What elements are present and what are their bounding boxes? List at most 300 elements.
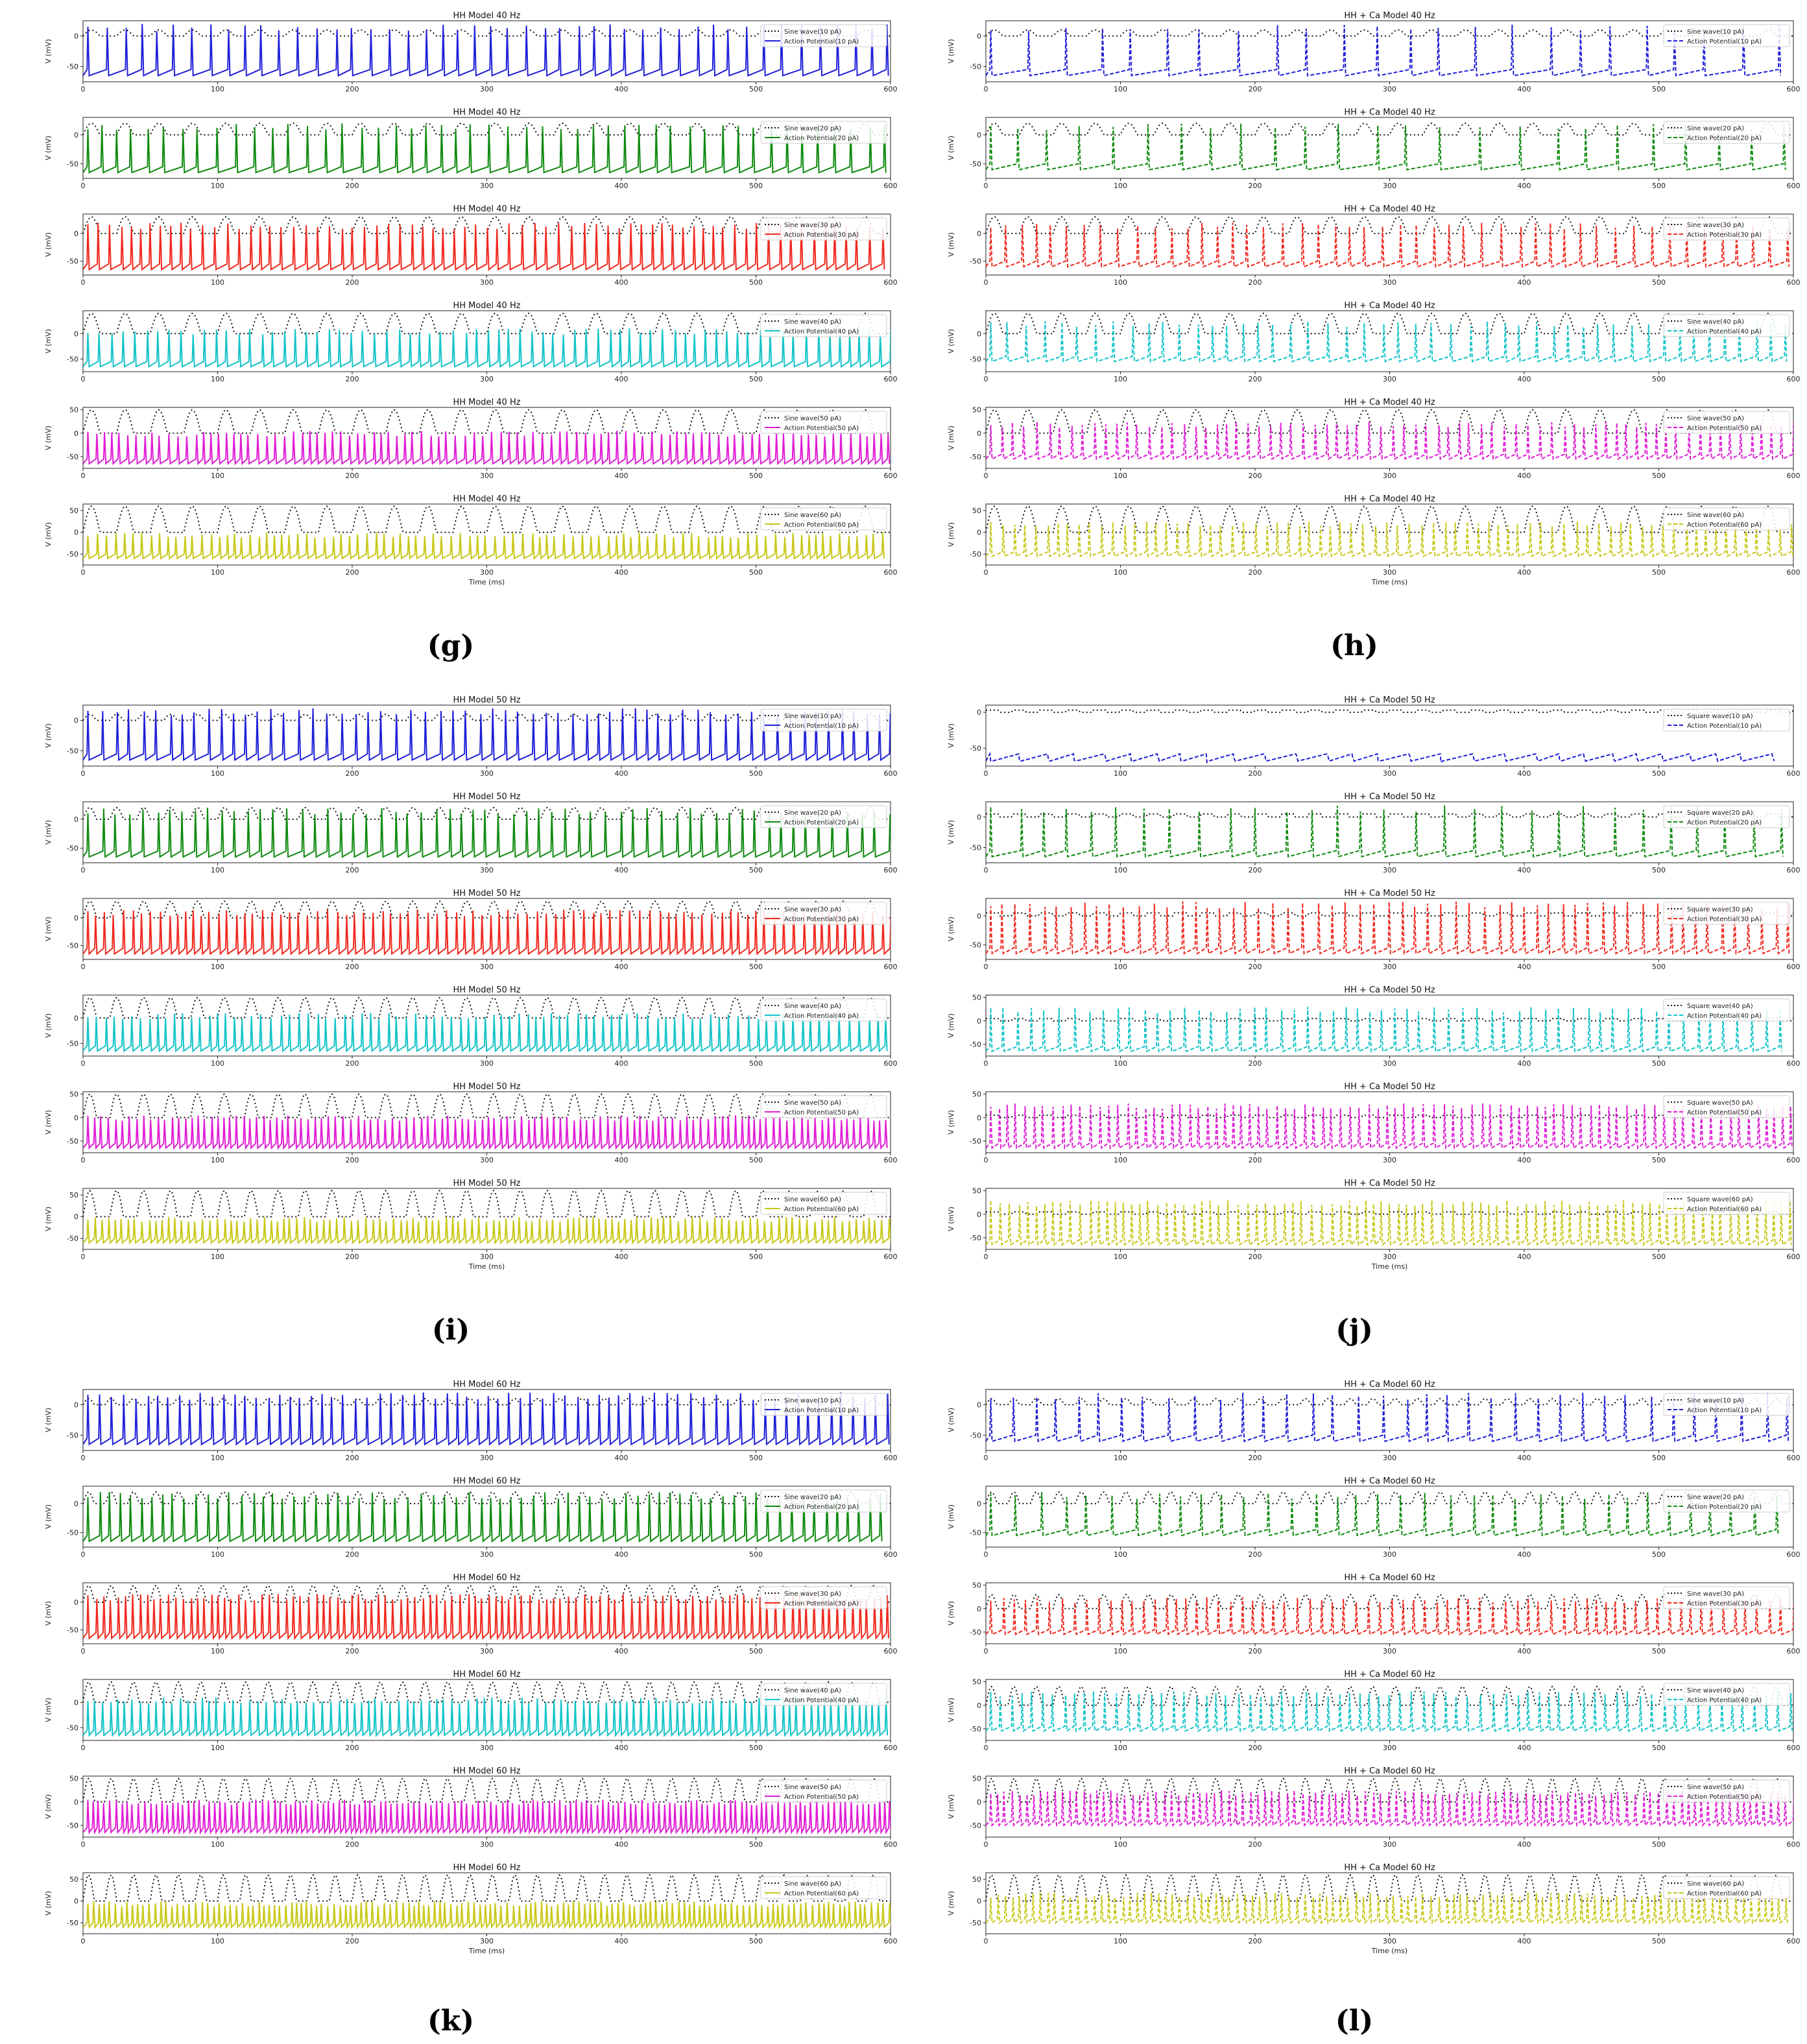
x-tick-label: 200 [345, 85, 359, 93]
y-tick-label: -50 [970, 1628, 981, 1637]
x-tick-label: 200 [1248, 568, 1262, 577]
x-tick-label: 400 [1517, 1253, 1531, 1261]
y-tick-label: 0 [977, 1798, 981, 1807]
legend-label-stimulus: Sine wave(50 pA) [784, 415, 842, 422]
subplot [947, 985, 1801, 1068]
x-tick-label: 0 [80, 1156, 86, 1164]
x-tick-label: 500 [1652, 85, 1666, 93]
x-tick-label: 0 [80, 1840, 86, 1849]
y-axis-label: V (mV) [44, 39, 53, 64]
x-tick-label: 200 [1248, 182, 1262, 190]
y-axis-label: V (mV) [44, 1794, 53, 1819]
panel-letter-g: (g) [427, 629, 475, 662]
x-tick-label: 400 [614, 278, 628, 287]
y-tick-label: 0 [74, 229, 78, 238]
y-tick-label: 50 [972, 993, 981, 1002]
y-tick-label: 0 [977, 330, 981, 339]
x-tick-label: 500 [749, 1454, 763, 1462]
x-tick-label: 200 [345, 1550, 359, 1559]
y-tick-label: 0 [977, 1499, 981, 1508]
x-axis-label: Time (ms) [1371, 1947, 1408, 1955]
y-tick-label: 0 [74, 1798, 78, 1807]
y-tick-label: 50 [69, 1875, 78, 1884]
x-tick-label: 200 [1248, 1059, 1262, 1068]
subplot-title: HH + Ca Model 40 Hz [1344, 204, 1435, 214]
x-tick-label: 500 [749, 182, 763, 190]
x-tick-label: 0 [983, 1744, 988, 1752]
chart-panel-h [947, 11, 1801, 586]
x-tick-label: 400 [1517, 1454, 1531, 1462]
y-tick-label: 0 [977, 1897, 981, 1906]
x-tick-label: 600 [883, 769, 898, 778]
x-tick-label: 300 [1383, 568, 1396, 577]
x-tick-label: 100 [211, 182, 224, 190]
y-tick-label: -50 [67, 1234, 78, 1244]
x-tick-label: 200 [1248, 1647, 1262, 1655]
x-tick-label: 0 [983, 278, 988, 287]
subplot [44, 204, 898, 287]
x-tick-label: 100 [1114, 1454, 1127, 1462]
x-tick-label: 100 [1114, 1550, 1127, 1559]
subplot-title: HH Model 50 Hz [453, 792, 521, 802]
y-tick-label: 0 [74, 1499, 78, 1508]
x-tick-label: 300 [1383, 1744, 1396, 1752]
y-tick-label: 0 [977, 813, 981, 822]
y-tick-label: -50 [67, 62, 78, 71]
legend-label-action-potential: Action Potential(20 pA) [784, 1504, 859, 1511]
x-tick-label: 500 [1652, 568, 1666, 577]
x-tick-label: 100 [211, 963, 224, 971]
subplot-title: HH + Ca Model 40 Hz [1344, 301, 1435, 311]
y-tick-label: 0 [977, 429, 981, 438]
y-axis-label: V (mV) [947, 1408, 955, 1432]
legend-label-action-potential: Action Potential(60 pA) [1687, 1890, 1762, 1897]
x-tick-label: 500 [749, 1937, 763, 1945]
x-tick-label: 400 [614, 1253, 628, 1261]
x-tick-label: 0 [983, 963, 988, 971]
y-axis-label: V (mV) [947, 329, 955, 354]
x-tick-label: 0 [80, 472, 86, 480]
x-tick-label: 100 [211, 1253, 224, 1261]
x-tick-label: 100 [211, 278, 224, 287]
x-tick-label: 600 [1786, 1937, 1801, 1945]
subplot-title: HH + Ca Model 40 Hz [1344, 108, 1435, 117]
action-potential-line [986, 1492, 1778, 1535]
x-tick-label: 200 [1248, 1550, 1262, 1559]
subplot-title: HH + Ca Model 60 Hz [1344, 1670, 1435, 1679]
x-tick-label: 600 [1786, 1647, 1801, 1655]
y-axis-label: V (mV) [44, 1504, 53, 1529]
y-axis-label: V (mV) [947, 232, 955, 257]
x-tick-label: 300 [480, 1840, 494, 1849]
x-tick-label: 100 [1114, 769, 1127, 778]
x-tick-label: 500 [749, 85, 763, 93]
x-tick-label: 400 [1517, 1937, 1531, 1945]
x-tick-label: 0 [983, 1647, 988, 1655]
subplot [44, 985, 898, 1068]
x-tick-label: 0 [80, 375, 86, 383]
y-tick-label: -50 [67, 844, 78, 853]
x-tick-label: 0 [983, 1937, 988, 1945]
x-tick-label: 600 [1786, 963, 1801, 971]
panel-letter-j: (j) [1335, 1314, 1373, 1347]
action-potential-line [83, 431, 889, 464]
y-tick-label: 50 [972, 1875, 981, 1884]
x-tick-label: 0 [983, 472, 988, 480]
x-tick-label: 600 [1786, 1744, 1801, 1752]
x-tick-label: 0 [80, 1059, 86, 1068]
x-tick-label: 100 [1114, 472, 1127, 480]
x-tick-label: 0 [983, 769, 988, 778]
legend-label-stimulus: Sine wave(60 pA) [1687, 1881, 1745, 1888]
x-tick-label: 400 [614, 1840, 628, 1849]
x-tick-label: 100 [211, 1840, 224, 1849]
y-axis-label: V (mV) [44, 917, 53, 941]
panel-letter-l: (l) [1335, 2004, 1374, 2038]
x-tick-label: 200 [1248, 85, 1262, 93]
x-tick-label: 500 [1652, 1744, 1666, 1752]
subplot-title: HH + Ca Model 50 Hz [1344, 889, 1435, 898]
y-tick-label: -50 [970, 1919, 981, 1928]
x-tick-label: 0 [983, 1454, 988, 1462]
subplot [947, 108, 1801, 190]
x-tick-label: 100 [211, 85, 224, 93]
x-tick-label: 100 [211, 1550, 224, 1559]
x-tick-label: 100 [1114, 1937, 1127, 1945]
x-axis-label: Time (ms) [468, 578, 505, 586]
x-tick-label: 400 [1517, 278, 1531, 287]
subplot [44, 792, 898, 874]
x-tick-label: 300 [480, 375, 494, 383]
legend-label-action-potential: Action Potential(10 pA) [1687, 723, 1762, 730]
legend-label-stimulus: Sine wave(20 pA) [784, 810, 842, 817]
x-tick-label: 600 [1786, 182, 1801, 190]
subplot [947, 1670, 1801, 1752]
x-tick-label: 200 [345, 182, 359, 190]
legend-label-action-potential: Action Potential(60 pA) [1687, 522, 1762, 529]
legend-label-action-potential: Action Potential(40 pA) [1687, 328, 1762, 335]
x-tick-label: 500 [749, 1156, 763, 1164]
chart-panel-l [947, 1380, 1801, 1955]
y-tick-label: 0 [74, 913, 78, 922]
x-tick-label: 0 [983, 182, 988, 190]
action-potential-line [83, 533, 884, 559]
x-tick-label: 100 [211, 1156, 224, 1164]
x-tick-label: 600 [883, 963, 898, 971]
subplot-title: HH + Ca Model 60 Hz [1344, 1476, 1435, 1486]
x-tick-label: 600 [1786, 278, 1801, 287]
y-tick-label: -50 [67, 1821, 78, 1830]
legend-label-stimulus: Sine wave(40 pA) [784, 1687, 842, 1694]
x-axis-label: Time (ms) [1371, 578, 1408, 586]
x-tick-label: 100 [1114, 182, 1127, 190]
legend-label-stimulus: Sine wave(20 pA) [784, 1494, 842, 1501]
legend-label-action-potential: Action Potential(10 pA) [784, 1407, 859, 1414]
y-axis-label: V (mV) [947, 917, 955, 941]
x-tick-label: 100 [211, 1647, 224, 1655]
x-tick-label: 300 [1383, 182, 1396, 190]
action-potential-line [986, 1007, 1782, 1052]
y-axis-label: V (mV) [947, 723, 955, 748]
subplot [947, 889, 1801, 971]
y-tick-label: 0 [977, 911, 981, 920]
y-tick-label: 0 [977, 1016, 981, 1026]
y-tick-label: 0 [74, 1598, 78, 1607]
y-axis-label: V (mV) [44, 1891, 53, 1916]
x-tick-label: 0 [80, 1550, 86, 1559]
x-axis-label: Time (ms) [468, 1262, 505, 1271]
y-axis-label: V (mV) [947, 1601, 955, 1626]
y-tick-label: 0 [74, 815, 78, 824]
subplot [44, 108, 898, 190]
x-tick-label: 600 [883, 1156, 898, 1164]
legend-label-action-potential: Action Potential(20 pA) [1687, 135, 1762, 142]
x-tick-label: 300 [480, 85, 494, 93]
x-tick-label: 100 [1114, 963, 1127, 971]
x-tick-label: 0 [983, 1156, 988, 1164]
x-tick-label: 100 [1114, 278, 1127, 287]
x-tick-label: 100 [1114, 375, 1127, 383]
legend-label-stimulus: Sine wave(40 pA) [784, 1003, 842, 1010]
subplot [947, 398, 1801, 480]
y-axis-label: V (mV) [947, 1698, 955, 1722]
subplot-title: HH Model 60 Hz [453, 1476, 521, 1486]
subplot-title: HH Model 50 Hz [453, 695, 521, 705]
x-tick-label: 100 [211, 1937, 224, 1945]
y-tick-label: 0 [977, 130, 981, 139]
y-tick-label: 50 [972, 1581, 981, 1590]
chart-panel-k [44, 1380, 898, 1955]
x-tick-label: 300 [480, 472, 494, 480]
x-tick-label: 300 [480, 1454, 494, 1462]
x-tick-label: 600 [1786, 568, 1801, 577]
x-tick-label: 0 [80, 1937, 86, 1945]
legend-label-stimulus: Sine wave(10 pA) [784, 713, 842, 720]
y-tick-label: 0 [977, 1210, 981, 1219]
legend-label-stimulus: Sine wave(10 pA) [1687, 1397, 1745, 1404]
legend-label-action-potential: Action Potential(30 pA) [1687, 1600, 1762, 1607]
legend-label-action-potential: Action Potential(20 pA) [1687, 1504, 1762, 1511]
subplot-title: HH + Ca Model 40 Hz [1344, 11, 1435, 21]
x-tick-label: 500 [749, 1253, 763, 1261]
x-tick-label: 200 [345, 1840, 359, 1849]
subplot [947, 792, 1801, 874]
x-tick-label: 400 [614, 866, 628, 874]
y-tick-label: 0 [74, 1014, 78, 1023]
x-tick-label: 0 [983, 1840, 988, 1849]
y-axis-label: V (mV) [44, 1408, 53, 1432]
subplot [44, 1863, 898, 1955]
x-tick-label: 300 [1383, 1454, 1396, 1462]
y-axis-label: V (mV) [947, 39, 955, 64]
x-tick-label: 400 [1517, 1156, 1531, 1164]
x-tick-label: 300 [480, 568, 494, 577]
x-tick-label: 400 [1517, 182, 1531, 190]
x-tick-label: 400 [614, 769, 628, 778]
x-tick-label: 600 [883, 1253, 898, 1261]
x-tick-label: 0 [983, 85, 988, 93]
x-tick-label: 500 [749, 963, 763, 971]
y-tick-label: -50 [970, 550, 981, 559]
subplot-title: HH Model 40 Hz [453, 494, 521, 504]
y-axis-label: V (mV) [947, 1891, 955, 1916]
y-tick-label: -50 [970, 1233, 981, 1242]
x-tick-label: 100 [1114, 85, 1127, 93]
x-tick-label: 200 [345, 769, 359, 778]
y-axis-label: V (mV) [44, 1698, 53, 1722]
y-tick-label: -50 [970, 1821, 981, 1830]
subplot-title: HH Model 50 Hz [453, 1082, 521, 1092]
legend-label-action-potential: Action Potential(60 pA) [1687, 1206, 1762, 1213]
y-axis-label: V (mV) [44, 232, 53, 257]
y-axis-label: V (mV) [947, 1207, 955, 1231]
x-tick-label: 600 [883, 1744, 898, 1752]
x-tick-label: 300 [480, 866, 494, 874]
y-tick-label: -50 [970, 355, 981, 364]
subplot-title: HH Model 50 Hz [453, 985, 521, 995]
x-tick-label: 500 [749, 1059, 763, 1068]
subplot [44, 1380, 898, 1462]
legend-label-stimulus: Sine wave(40 pA) [1687, 1687, 1745, 1694]
y-tick-label: 0 [74, 330, 78, 339]
legend-label-action-potential: Action Potential(20 pA) [784, 819, 859, 826]
x-tick-label: 100 [211, 1059, 224, 1068]
subplot-title: HH Model 40 Hz [453, 204, 521, 214]
x-tick-label: 500 [1652, 1059, 1666, 1068]
y-tick-label: -50 [67, 941, 78, 950]
x-tick-label: 600 [883, 472, 898, 480]
x-tick-label: 600 [883, 1059, 898, 1068]
x-tick-label: 0 [983, 1253, 988, 1261]
y-tick-label: 0 [977, 229, 981, 238]
y-axis-label: V (mV) [44, 426, 53, 450]
x-tick-label: 600 [883, 85, 898, 93]
action-potential-line [83, 1115, 887, 1148]
x-tick-label: 0 [80, 85, 86, 93]
legend-label-action-potential: Action Potential(40 pA) [1687, 1013, 1762, 1020]
y-axis-label: V (mV) [947, 820, 955, 845]
y-tick-label: 50 [69, 1191, 78, 1200]
x-tick-label: 100 [1114, 1840, 1127, 1849]
y-axis-label: V (mV) [44, 1110, 53, 1135]
x-tick-label: 600 [1786, 472, 1801, 480]
subplot-title: HH + Ca Model 50 Hz [1344, 985, 1435, 995]
subplot [947, 695, 1801, 778]
x-tick-label: 200 [345, 1253, 359, 1261]
chart-panel-j [947, 695, 1801, 1271]
x-tick-label: 500 [749, 568, 763, 577]
y-tick-label: 0 [977, 1701, 981, 1710]
x-tick-label: 200 [345, 1454, 359, 1462]
x-tick-label: 400 [1517, 1744, 1531, 1752]
x-tick-label: 200 [1248, 1937, 1262, 1945]
x-tick-label: 400 [614, 1059, 628, 1068]
subplot-title: HH + Ca Model 60 Hz [1344, 1863, 1435, 1873]
x-tick-label: 200 [345, 1059, 359, 1068]
x-tick-label: 0 [983, 375, 988, 383]
legend-label-action-potential: Action Potential(30 pA) [784, 232, 859, 239]
x-tick-label: 100 [211, 769, 224, 778]
legend-label-stimulus: Sine wave(20 pA) [1687, 1494, 1745, 1501]
subplot-title: HH Model 40 Hz [453, 11, 521, 21]
y-tick-label: 0 [74, 1897, 78, 1906]
subplot-title: HH + Ca Model 60 Hz [1344, 1573, 1435, 1583]
y-tick-label: -50 [67, 160, 78, 169]
x-tick-label: 200 [345, 375, 359, 383]
legend-label-action-potential: Action Potential(40 pA) [784, 1013, 859, 1020]
x-tick-label: 100 [211, 1454, 224, 1462]
x-tick-label: 500 [749, 375, 763, 383]
subplot [44, 1476, 898, 1559]
subplot-title: HH Model 40 Hz [453, 301, 521, 311]
x-tick-label: 600 [883, 568, 898, 577]
y-tick-label: 0 [74, 528, 78, 537]
legend-label-action-potential: Action Potential(30 pA) [784, 916, 859, 923]
y-tick-label: 50 [972, 1090, 981, 1099]
legend-label-action-potential: Action Potential(20 pA) [1687, 819, 1762, 826]
y-axis-label: V (mV) [947, 136, 955, 160]
x-tick-label: 0 [80, 963, 86, 971]
y-axis-label: V (mV) [44, 820, 53, 845]
x-tick-label: 0 [80, 1454, 86, 1462]
y-tick-label: 0 [74, 130, 78, 139]
y-tick-label: -50 [970, 1431, 981, 1440]
x-tick-label: 200 [1248, 1156, 1262, 1164]
subplot-title: HH + Ca Model 40 Hz [1344, 398, 1435, 407]
legend-label-action-potential: Action Potential(60 pA) [784, 1890, 859, 1897]
subplot [947, 1380, 1801, 1462]
y-tick-label: 0 [977, 528, 981, 537]
legend-label-action-potential: Action Potential(60 pA) [784, 522, 859, 529]
x-tick-label: 200 [345, 568, 359, 577]
x-tick-label: 600 [1786, 375, 1801, 383]
x-tick-label: 0 [983, 568, 988, 577]
subplot [947, 204, 1801, 287]
x-tick-label: 500 [1652, 182, 1666, 190]
y-axis-label: V (mV) [44, 329, 53, 354]
x-tick-label: 100 [1114, 1253, 1127, 1261]
y-tick-label: -50 [67, 1528, 78, 1537]
x-tick-label: 300 [480, 1550, 494, 1559]
x-tick-label: 400 [1517, 769, 1531, 778]
subplot [947, 1476, 1801, 1559]
legend-label-stimulus: Sine wave(40 pA) [784, 319, 842, 326]
x-tick-label: 0 [80, 1253, 86, 1261]
x-tick-label: 200 [1248, 769, 1262, 778]
x-tick-label: 600 [1786, 1454, 1801, 1462]
legend-label-stimulus: Square wave(50 pA) [1687, 1100, 1753, 1107]
x-tick-label: 200 [1248, 866, 1262, 874]
subplot [947, 494, 1801, 586]
subplot-title: HH Model 60 Hz [453, 1863, 521, 1873]
x-tick-label: 400 [614, 472, 628, 480]
subplot [44, 889, 898, 971]
y-axis-label: V (mV) [947, 1504, 955, 1529]
y-tick-label: 0 [977, 32, 981, 41]
subplot [947, 1179, 1801, 1271]
y-axis-label: V (mV) [44, 1601, 53, 1626]
y-tick-label: -50 [67, 1919, 78, 1928]
x-tick-label: 100 [1114, 568, 1127, 577]
x-tick-label: 300 [1383, 472, 1396, 480]
action-potential-line [83, 1217, 891, 1243]
x-tick-label: 500 [749, 1840, 763, 1849]
y-tick-label: 0 [74, 1212, 78, 1221]
x-tick-label: 300 [480, 769, 494, 778]
legend-label-action-potential: Action Potential(10 pA) [784, 38, 859, 45]
x-axis-label: Time (ms) [1371, 1262, 1408, 1271]
y-tick-label: 0 [977, 1113, 981, 1122]
